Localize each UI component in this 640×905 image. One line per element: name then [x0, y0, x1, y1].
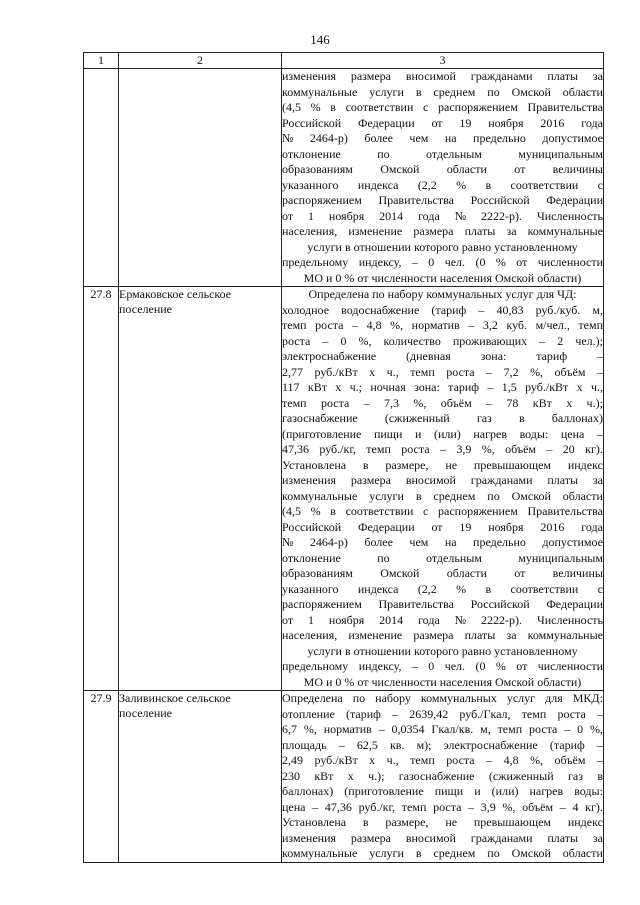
- description-line: газоснабжение (сжиженный газ в баллонах): [282, 411, 603, 425]
- header-col-2: 2: [119, 53, 282, 69]
- description-line: площадь – 62,5 кв. м); электроснабжение (тариф –: [282, 737, 603, 752]
- page-number: 146: [310, 32, 330, 47]
- description-line: темп роста – 4,8 %, норматив – 3,2 куб. м/чел., темп: [282, 318, 603, 332]
- description-line: МО и 0 % от численности населения Омской области): [303, 674, 582, 689]
- description-line: электроснабжение (дневная зона: тариф –: [282, 349, 603, 363]
- description-line: холодное водоснабжение (тариф – 40,83 руб./куб. м,: [282, 302, 603, 317]
- description-line: (приготовление пищи и (или) нагрев воды: цена –: [282, 426, 603, 441]
- description-cell: [282, 691, 604, 863]
- table-row: [84, 691, 604, 863]
- description-cell: [282, 69, 604, 287]
- description-line: указанного индекса (2,2 % в соответствии с: [282, 581, 603, 596]
- description-line: услуги в отношении которого равно установленному: [307, 239, 578, 254]
- description-line: № 2464-р) более чем на предельно допустимое: [282, 535, 603, 549]
- description-line: предельному индексу, – 0 чел. (0 % от численности: [282, 659, 603, 673]
- description-line: 2,49 руб./кВт х ч., темп роста – 4,8 %, объём –: [282, 753, 603, 767]
- header-col-1: 1: [84, 53, 119, 69]
- description-line: темп роста – 7,3 %, объём – 78 кВт х ч.);: [282, 395, 603, 410]
- row-number: 27.8: [84, 287, 119, 691]
- description-line: 117 кВт х ч.; ночная зона: тариф – 1,5 руб./кВт х ч.,: [282, 380, 603, 394]
- description-line: коммунальные услуги в среднем по Омской области: [282, 488, 603, 503]
- row-number: [84, 69, 119, 287]
- description-line: от 1 ноября 2014 года № 2222-р). Численность: [282, 612, 603, 627]
- description-line: населения, изменение размера платы за коммунальные: [282, 224, 603, 238]
- table-row: [84, 69, 604, 287]
- table-row: [84, 287, 604, 691]
- description-line: цена – 47,36 руб./кг, темп роста – 3,9 %, объём – 4 кг).: [282, 799, 603, 814]
- description-line: отклонение по отдельным муниципальным: [282, 550, 603, 565]
- description-line: населения, изменение размера платы за коммунальные: [282, 628, 603, 642]
- description-line: Определена по набору коммунальных услуг для ЧД:: [308, 287, 577, 301]
- header-col-3: 3: [282, 53, 604, 69]
- description-line: № 2464-р) более чем на предельно допустимое: [282, 131, 603, 145]
- description-line: образованиям Омской области от величины: [282, 566, 603, 580]
- description-line: изменения размера вносимой гражданами платы за: [282, 473, 603, 487]
- description-line: 2,77 руб./кВт х ч., темп роста – 7,2 %, объём –: [282, 364, 603, 379]
- description-line: Определена по набору коммунальных услуг для МКД:: [282, 691, 603, 705]
- description-line: коммунальные услуги в среднем по Омской области: [282, 846, 603, 860]
- description-line: отклонение по отдельным муниципальным: [282, 146, 603, 161]
- description-line: отопление (тариф – 2639,42 руб./Гкал, темп роста –: [282, 706, 603, 721]
- description-line: (4,5 % в соответствии с распоряжением Правительства: [282, 504, 603, 518]
- settlement-name: [119, 69, 282, 287]
- settlement-name: [119, 287, 282, 691]
- description-line: распоряжением Правительства Российской Федерации: [282, 193, 603, 207]
- description-line: изменения размера вносимой гражданами платы за: [282, 830, 603, 845]
- settlement-name: [119, 691, 282, 863]
- description-line: образованиям Омской области от величины: [282, 162, 603, 176]
- description-line: предельному индексу, – 0 чел. (0 % от численности: [282, 255, 603, 269]
- settlement-name-line: Заливинское сельское: [119, 691, 231, 705]
- description-line: МО и 0 % от численности населения Омской области): [303, 270, 582, 285]
- description-line: услуги в отношении которого равно установленному: [307, 643, 578, 658]
- description-line: 230 кВт х ч.); газоснабжение (сжиженный газ в: [282, 768, 603, 783]
- description-line: баллонах) (приготовление пищи и (или) нагрев воды:: [282, 784, 603, 798]
- description-line: указанного индекса (2,2 % в соответствии с: [282, 177, 603, 192]
- description-line: Российской Федерации от 19 ноября 2016 года: [282, 115, 603, 130]
- description-line: Установлена в размере, не превышающем индекс: [282, 457, 603, 472]
- description-line: Установлена в размере, не превышающем индекс: [282, 815, 603, 829]
- description-line: роста – 0 %, количество проживающих – 2 чел.);: [282, 333, 603, 348]
- description-line: изменения размера вносимой гражданами платы за: [282, 69, 603, 83]
- row-number: 27.9: [84, 691, 119, 863]
- settlement-name-line: Ермаковское сельское: [119, 287, 232, 301]
- description-line: от 1 ноября 2014 года № 2222-р). Численность: [282, 208, 603, 223]
- description-line: 47,36 руб./кг, темп роста – 3,9 %, объём – 20 кг).: [282, 442, 603, 456]
- description-line: 6,7 %, норматив – 0,0354 Гкал/кв. м, темп роста – 0 %,: [282, 722, 603, 736]
- description-line: Российской Федерации от 19 ноября 2016 года: [282, 519, 603, 534]
- description-line: распоряжением Правительства Российской Федерации: [282, 597, 603, 611]
- description-line: (4,5 % в соответствии с распоряжением Правительства: [282, 100, 603, 114]
- settlement-name-line: поселение: [119, 302, 173, 316]
- municipal-utility-table: [83, 52, 604, 863]
- table-header-row: [84, 53, 604, 69]
- description-cell: [282, 287, 604, 691]
- description-line: коммунальные услуги в среднем по Омской области: [282, 84, 603, 99]
- settlement-name-line: поселение: [119, 706, 173, 720]
